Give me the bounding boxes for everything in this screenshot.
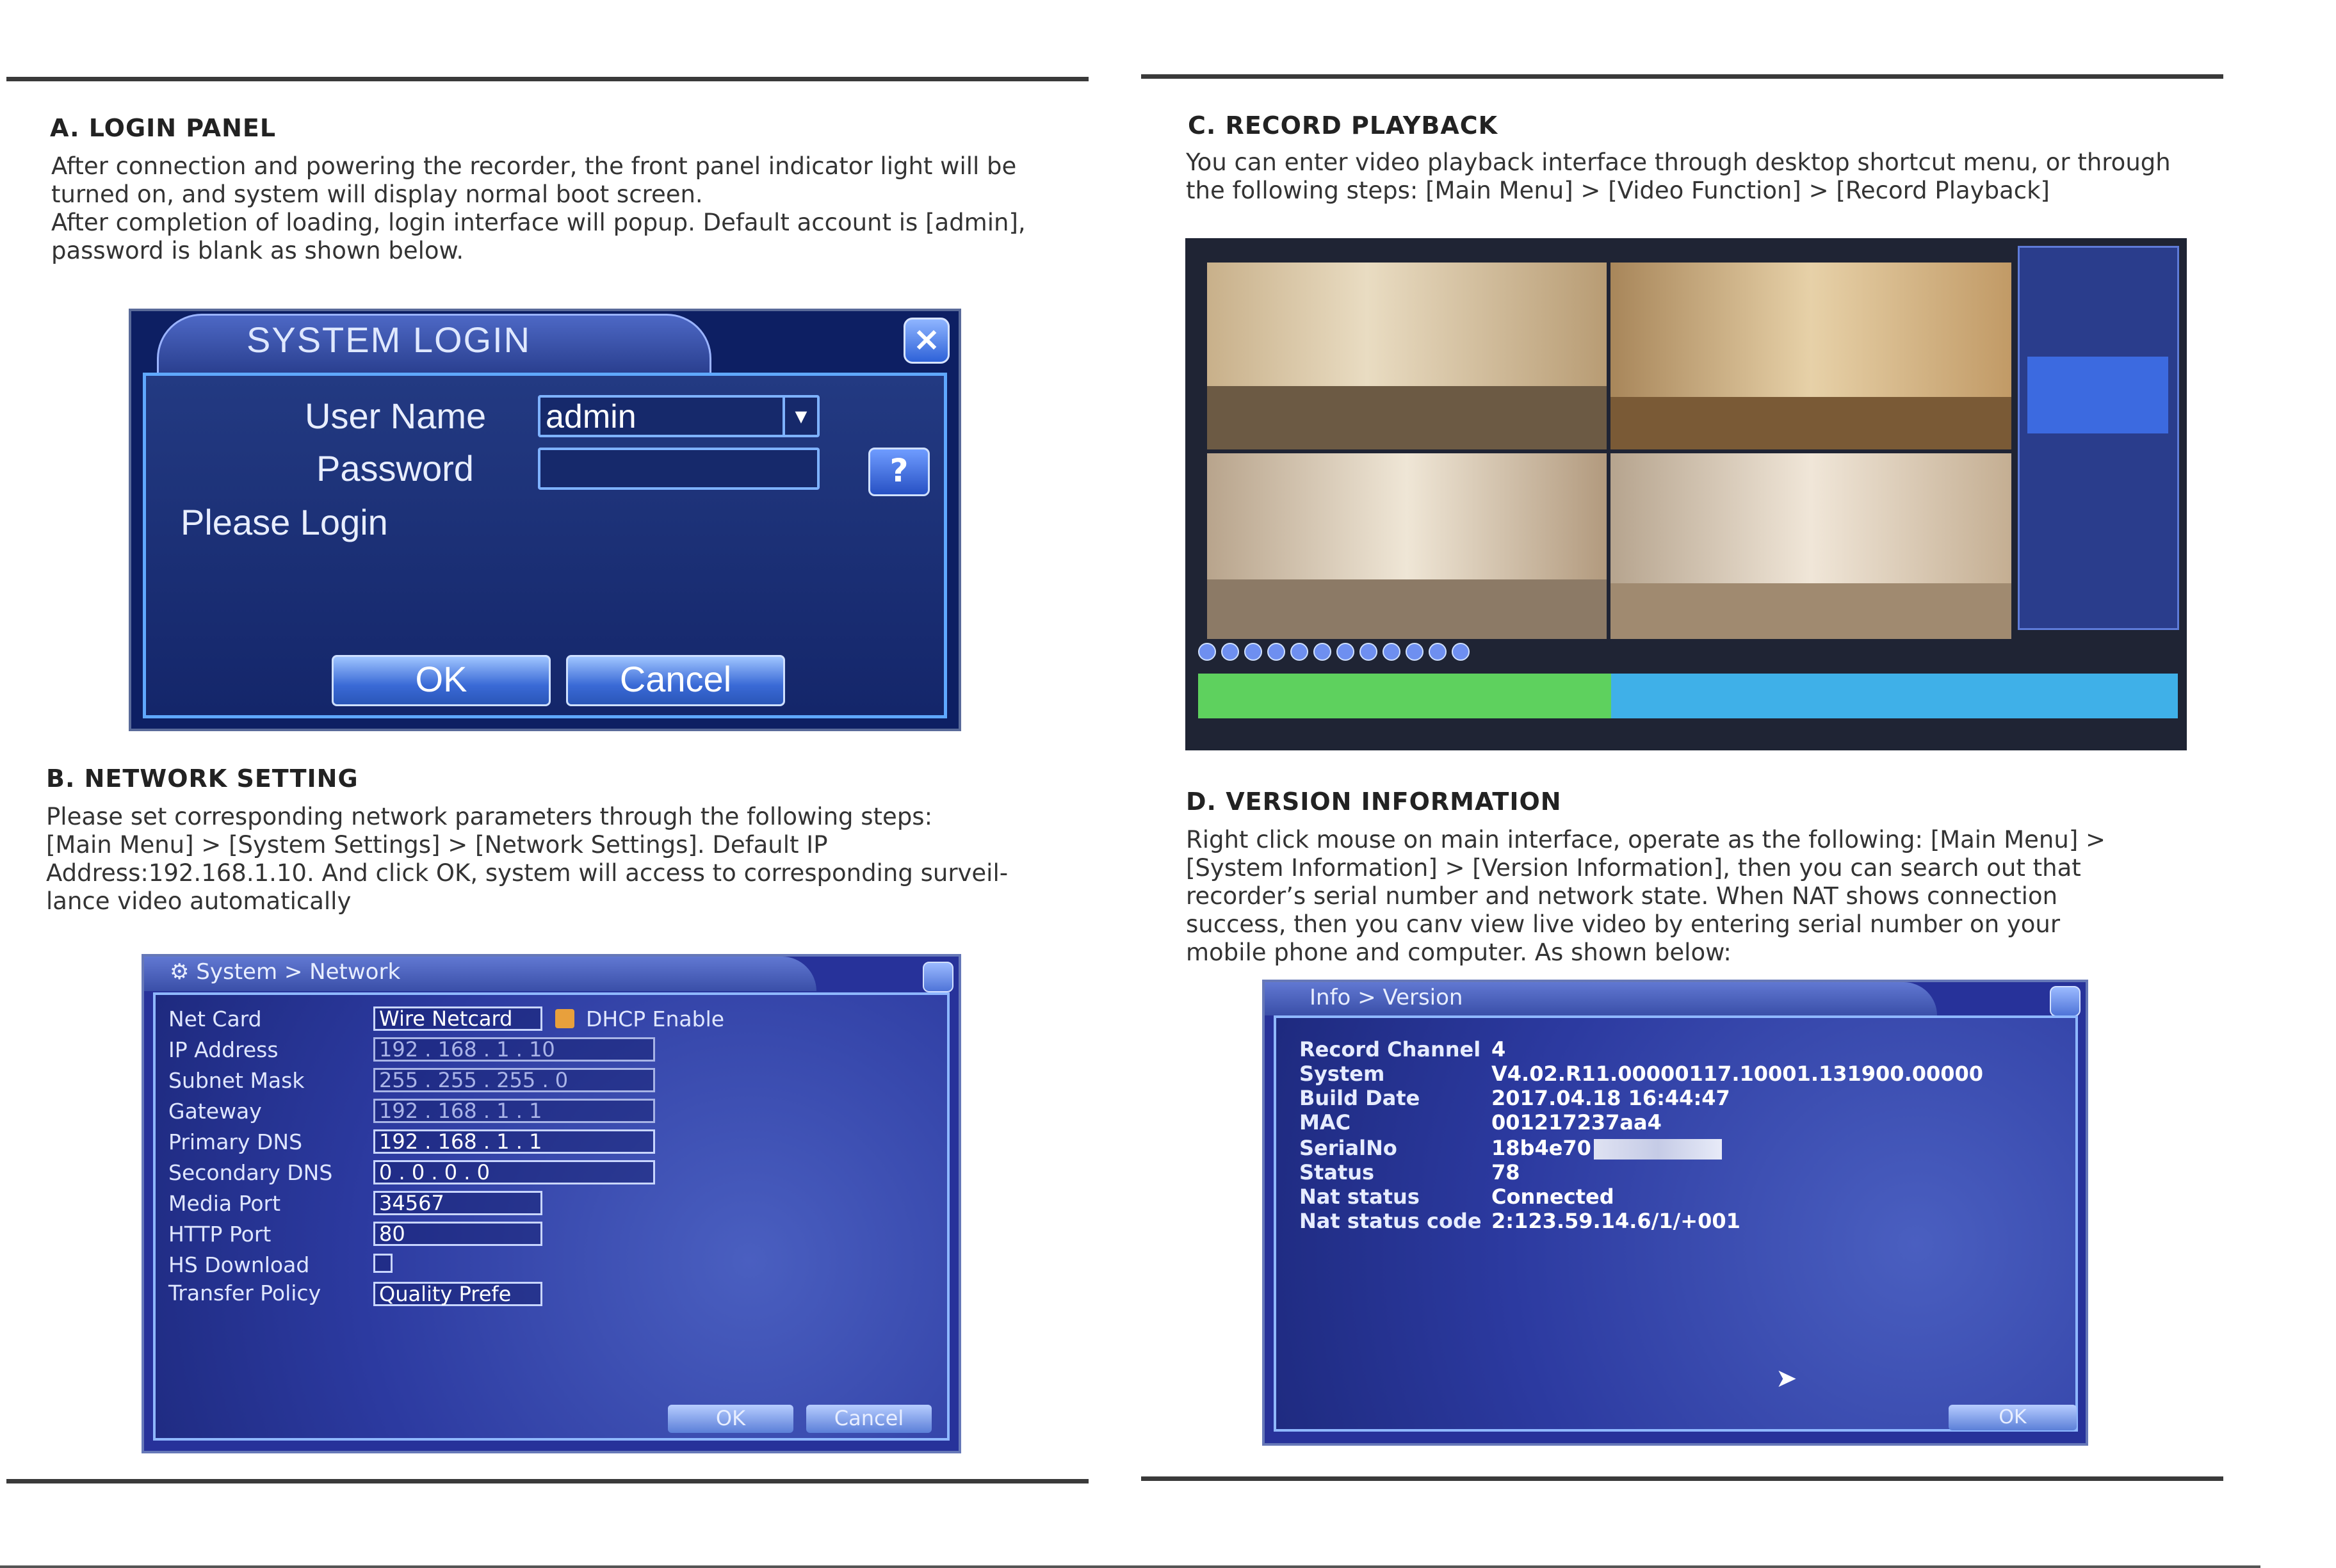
version-info-dialog: [1262, 980, 2088, 1446]
ok-button[interactable]: OK: [668, 1405, 793, 1433]
recorded-segment: [1198, 674, 1611, 718]
system-value: V4.02.R11.00000117.10001.131900.00000: [1491, 1062, 1984, 1086]
dhcp-checkbox[interactable]: [555, 1009, 574, 1028]
dialog-title-text: System > Network: [196, 959, 401, 985]
control-icon[interactable]: [1313, 643, 1331, 661]
section-b-line: [Main Menu] > [System Settings] > [Network Settings]. Default IP: [46, 831, 828, 859]
serial-redaction: [1594, 1139, 1722, 1160]
section-a-text: [51, 152, 1076, 265]
media-port-label: Media Port: [168, 1191, 281, 1216]
camera-view-2[interactable]: [1610, 263, 2011, 449]
section-c-line: You can enter video playback interface through desktop shortcut menu, or through: [1186, 149, 2171, 176]
control-icon[interactable]: [1221, 643, 1239, 661]
http-port-label: HTTP Port: [168, 1222, 272, 1247]
camera-view-3[interactable]: [1207, 453, 1607, 639]
section-d-title: D. VERSION INFORMATION: [1186, 788, 1562, 816]
close-icon[interactable]: [923, 962, 953, 992]
subnet-mask-input[interactable]: 255 . 255 . 255 . 0: [373, 1068, 655, 1092]
mac-value: 001217237aa4: [1491, 1110, 1662, 1135]
section-a-title: A. LOGIN PANEL: [50, 114, 277, 142]
calendar-widget[interactable]: [2027, 357, 2168, 433]
serial-no-value: [1491, 1136, 1722, 1160]
top-rule-left: [6, 77, 1089, 81]
login-prompt: Please Login: [181, 502, 388, 542]
subnet-mask-label: Subnet Mask: [168, 1068, 305, 1093]
user-name-value: admin: [546, 398, 637, 435]
nat-status-code-value: 2:123.59.14.6/1/+001: [1491, 1209, 1740, 1233]
chevron-down-icon[interactable]: ▼: [783, 398, 817, 435]
primary-dns-input[interactable]: 192 . 168 . 1 . 1: [373, 1129, 655, 1154]
section-b-line: Please set corresponding network parameters through the following steps:: [46, 803, 933, 830]
cancel-button[interactable]: Cancel: [806, 1405, 932, 1433]
gateway-label: Gateway: [168, 1099, 262, 1124]
transfer-policy-select[interactable]: Quality Prefe: [373, 1282, 542, 1306]
help-button[interactable]: ?: [868, 448, 930, 496]
net-card-value: Wire Netcard: [379, 1006, 513, 1031]
media-port-input[interactable]: 34567: [373, 1191, 542, 1215]
ok-button[interactable]: OK: [1949, 1405, 2077, 1430]
nat-status-code-label: Nat status code: [1299, 1209, 1482, 1233]
section-d-line: Right click mouse on main interface, operate as the following: [Main Menu] >: [1186, 826, 2106, 853]
section-d-line: success, then you canv view live video by entering serial number on your: [1186, 910, 2061, 938]
password-label: Password: [316, 448, 474, 489]
control-icon[interactable]: [1383, 643, 1400, 661]
record-playback-screen: [1185, 238, 2187, 750]
network-settings-dialog: [142, 954, 961, 1453]
section-d-line: [System Information] > [Version Information], then you can search out that: [1186, 854, 2081, 882]
cancel-button[interactable]: Cancel: [566, 655, 785, 706]
control-icon[interactable]: [1406, 643, 1424, 661]
system-login-dialog: [129, 309, 961, 731]
nat-status-value: Connected: [1491, 1184, 1614, 1209]
control-icon[interactable]: [1244, 643, 1262, 661]
status-value: 78: [1491, 1160, 1520, 1184]
section-b-title: B. NETWORK SETTING: [46, 764, 359, 793]
login-panel: [143, 373, 947, 718]
system-label: System: [1299, 1062, 1385, 1086]
version-panel: [1274, 1015, 2078, 1432]
status-label: Status: [1299, 1160, 1375, 1184]
ip-address-input[interactable]: 192 . 168 . 1 . 10: [373, 1037, 655, 1062]
dialog-title: Info > Version: [1310, 985, 1463, 1010]
user-name-label: User Name: [305, 396, 487, 436]
net-card-select[interactable]: [373, 1006, 542, 1031]
network-panel: [153, 992, 950, 1441]
close-icon[interactable]: ×: [904, 318, 950, 364]
bottom-rule-right: [1141, 1476, 2223, 1481]
record-channel-label: Record Channel: [1299, 1037, 1481, 1062]
playback-sidebar: [2018, 246, 2179, 630]
control-icon[interactable]: [1290, 643, 1308, 661]
build-date-label: Build Date: [1299, 1086, 1420, 1110]
section-d-line: recorder’s serial number and network state. When NAT shows connection: [1186, 882, 2058, 910]
dialog-title: ⚙ System > Network: [170, 959, 401, 985]
gateway-input[interactable]: 192 . 168 . 1 . 1: [373, 1099, 655, 1123]
section-c-line: the following steps: [Main Menu] > [Video Function] > [Record Playback]: [1186, 177, 2050, 204]
ip-address-label: IP Address: [168, 1037, 279, 1062]
password-input[interactable]: [538, 448, 820, 490]
playback-controls[interactable]: [1198, 643, 1475, 662]
control-icon[interactable]: [1267, 643, 1285, 661]
mac-label: MAC: [1299, 1110, 1351, 1135]
ok-button[interactable]: OK: [332, 655, 551, 706]
secondary-dns-input[interactable]: 0 . 0 . 0 . 0: [373, 1160, 655, 1184]
hs-download-label: HS Download: [168, 1252, 310, 1277]
section-b-text: [46, 803, 1083, 916]
secondary-dns-label: Secondary DNS: [168, 1160, 333, 1185]
section-d-text: [1186, 826, 2236, 967]
close-icon[interactable]: [2050, 986, 2080, 1017]
section-a-line: password is blank as shown below.: [51, 237, 464, 264]
section-c-text: [1186, 149, 2236, 205]
section-a-line: After connection and powering the recorder, the front panel indicator light will be: [51, 152, 1017, 180]
section-b-line: lance video automatically: [46, 887, 352, 915]
playback-timeline[interactable]: [1198, 674, 2178, 718]
transfer-policy-label: Transfer Policy: [168, 1281, 321, 1305]
primary-dns-label: Primary DNS: [168, 1129, 303, 1154]
record-channel-value: 4: [1491, 1037, 1506, 1062]
bottom-rule-left: [6, 1479, 1089, 1483]
serial-no-label: SerialNo: [1299, 1136, 1397, 1160]
mouse-cursor-icon: ➤: [1776, 1364, 1797, 1393]
serial-no-text: 18b4e70: [1491, 1136, 1591, 1160]
section-a-line: turned on, and system will display normal boot screen.: [51, 181, 703, 208]
section-a-line: After completion of loading, login interface will popup. Default account is [admin],: [51, 209, 1026, 236]
camera-view-1[interactable]: [1207, 263, 1607, 449]
section-c-title: C. RECORD PLAYBACK: [1188, 111, 1498, 140]
camera-view-4[interactable]: [1610, 453, 2011, 639]
dialog-title: SYSTEM LOGIN: [247, 319, 531, 360]
http-port-input[interactable]: 80: [373, 1222, 542, 1246]
control-icon[interactable]: [1429, 643, 1447, 661]
top-rule-right: [1141, 74, 2223, 79]
dhcp-label: DHCP Enable: [586, 1006, 725, 1031]
control-icon[interactable]: [1336, 643, 1354, 661]
nat-status-label: Nat status: [1299, 1184, 1420, 1209]
section-b-line: Address:192.168.1.10. And click OK, system will access to corresponding surveil-: [46, 859, 1009, 887]
net-card-label: Net Card: [168, 1006, 262, 1031]
user-name-select[interactable]: [538, 395, 820, 437]
control-icon[interactable]: [1452, 643, 1470, 661]
build-date-value: 2017.04.18 16:44:47: [1491, 1086, 1730, 1110]
hs-download-checkbox[interactable]: [373, 1254, 393, 1273]
control-icon[interactable]: [1198, 643, 1216, 661]
section-d-line: mobile phone and computer. As shown below:: [1186, 939, 1732, 966]
control-icon[interactable]: [1359, 643, 1377, 661]
